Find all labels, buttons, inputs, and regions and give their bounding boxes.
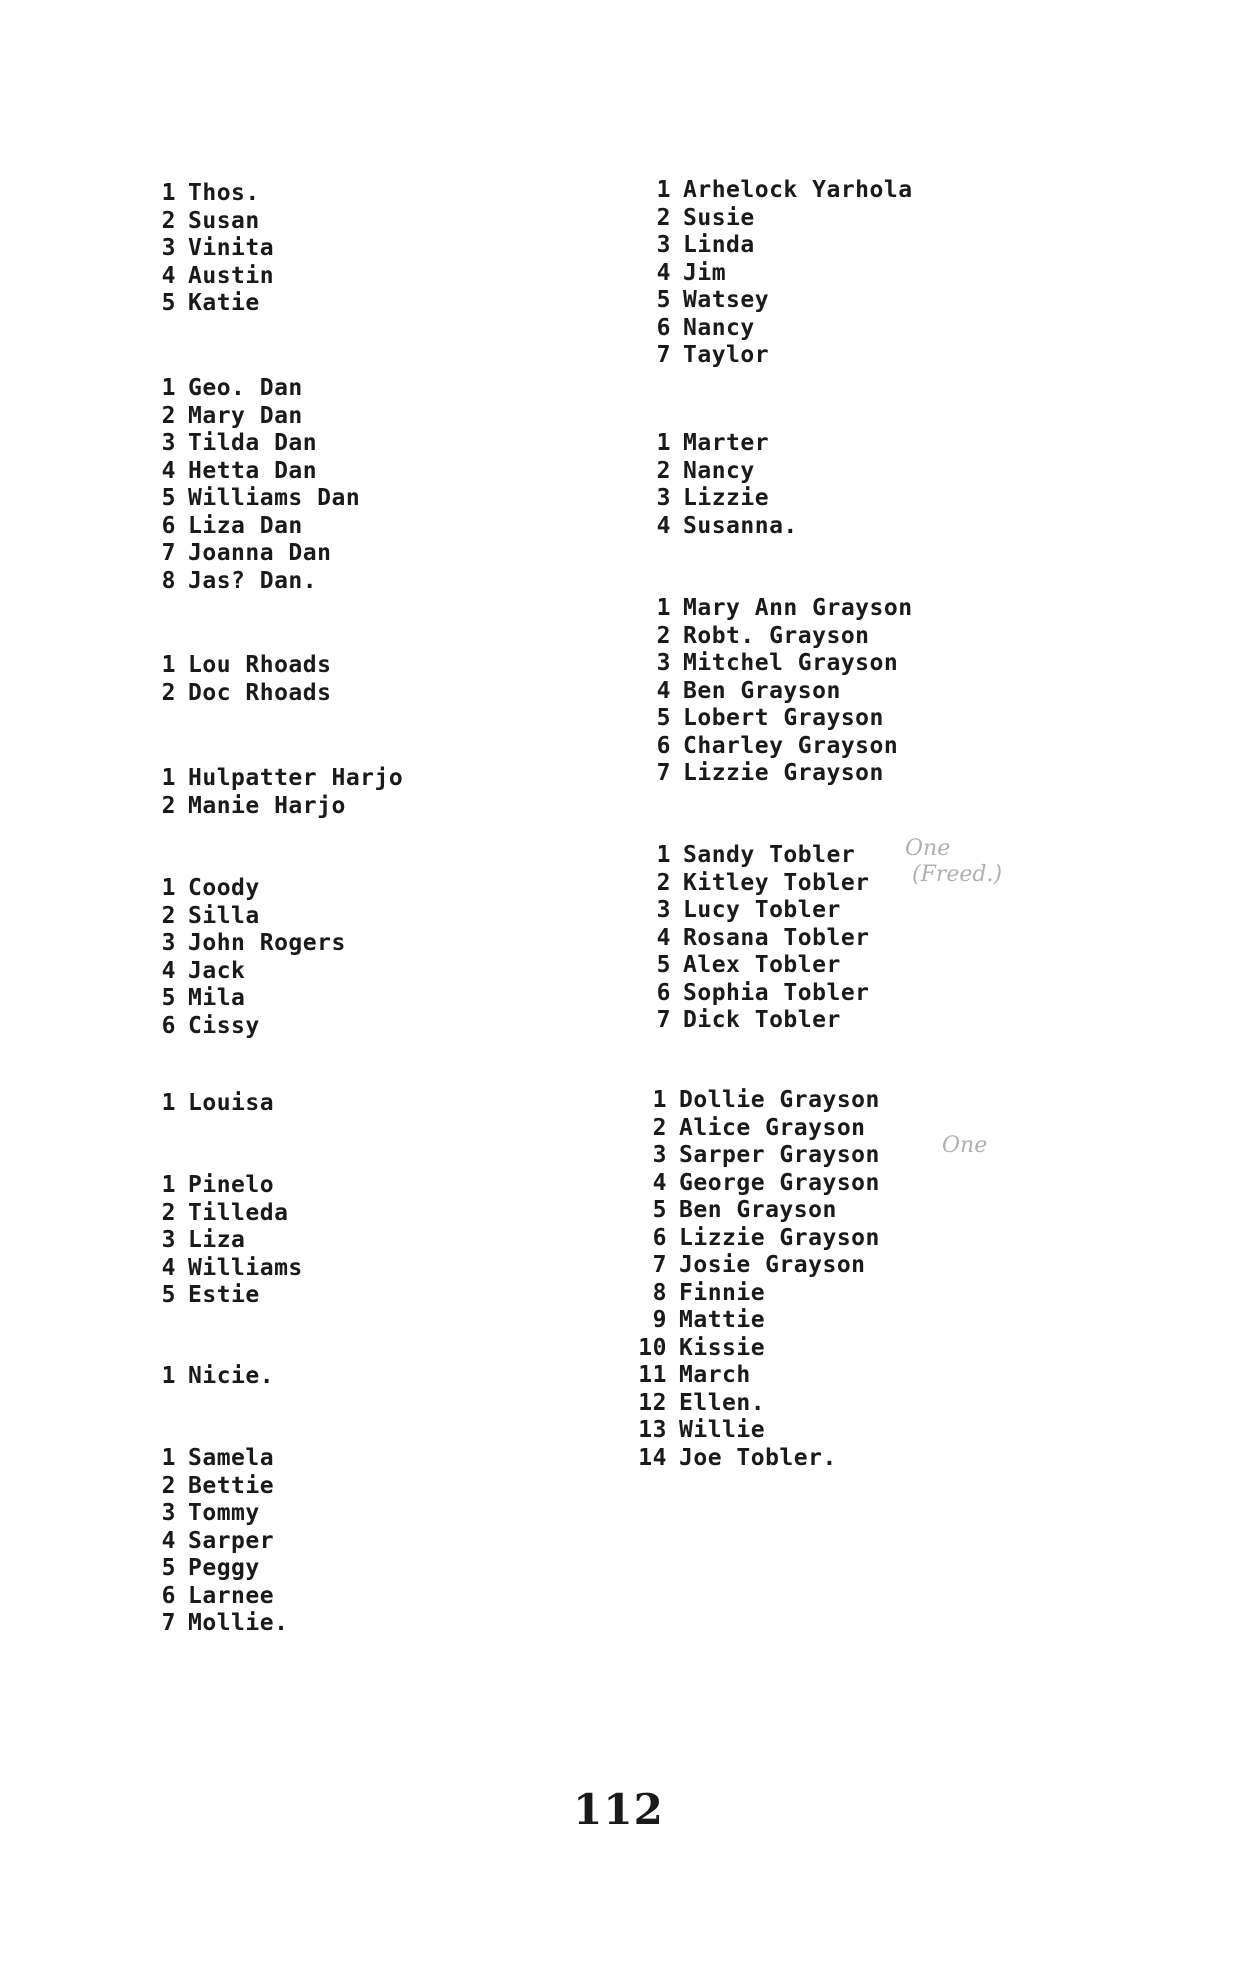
entry-name: Josie Grayson — [679, 1252, 866, 1278]
entry-name: Silla — [188, 902, 260, 929]
list-item — [160, 875, 346, 903]
entry-number: 1 — [656, 595, 671, 621]
entry-number: 2 — [161, 1199, 176, 1226]
family-group — [160, 1445, 288, 1638]
entry-name: Lizzie Grayson — [683, 760, 884, 786]
list-item — [655, 232, 913, 260]
entry-number: 3 — [161, 430, 176, 456]
list-item — [160, 985, 346, 1013]
entry-number: 6 — [652, 1224, 667, 1251]
entry-number: 7 — [656, 1007, 671, 1033]
list-item — [160, 403, 360, 431]
entry-number: 4 — [161, 1254, 176, 1281]
list-item — [160, 375, 360, 403]
list-item — [160, 1200, 303, 1228]
entry-number: 2 — [161, 402, 176, 429]
entry-number: 1 — [161, 375, 176, 401]
family-group — [160, 652, 331, 707]
entry-number: 10 — [638, 1334, 667, 1361]
list-item — [655, 485, 798, 513]
entry-name: Nancy — [683, 457, 755, 484]
list-item — [637, 1225, 880, 1253]
list-item — [637, 1087, 880, 1115]
entry-number: 9 — [652, 1307, 667, 1333]
list-item — [160, 513, 360, 541]
entry-number: 1 — [161, 1445, 176, 1471]
entry-name: Rosana Tobler — [683, 924, 870, 951]
entry-name: Mary Dan — [188, 402, 303, 429]
entry-number: 6 — [161, 1582, 176, 1609]
family-group — [655, 842, 870, 1035]
entry-number: 1 — [656, 177, 671, 203]
handwritten-note-kitley-tobler: (Freed.) — [912, 862, 1003, 887]
family-group — [160, 875, 346, 1040]
entry-number: 2 — [161, 902, 176, 929]
entry-number: 1 — [161, 765, 176, 791]
entry-name: Kitley Tobler — [683, 869, 870, 896]
family-group — [160, 375, 360, 595]
entry-name: Alex Tobler — [683, 952, 841, 978]
handwritten-note-sandy-tobler: One — [905, 836, 951, 861]
entry-number: 1 — [656, 430, 671, 456]
list-item — [160, 1528, 288, 1556]
entry-name: Lizzie Grayson — [679, 1224, 880, 1251]
entry-name: Lizzie — [683, 485, 770, 511]
entry-number: 1 — [652, 1087, 667, 1113]
list-item — [655, 205, 913, 233]
entry-number: 5 — [656, 952, 671, 978]
entry-name: Susie — [683, 204, 755, 231]
entry-name: Sarper Grayson — [679, 1142, 880, 1168]
list-item — [160, 680, 331, 708]
entry-number: 5 — [161, 1555, 176, 1581]
entry-name: Liza — [188, 1227, 246, 1253]
list-item — [637, 1115, 880, 1143]
list-item — [160, 485, 360, 513]
family-group — [160, 180, 274, 318]
entry-number: 4 — [656, 677, 671, 704]
list-item — [160, 1500, 288, 1528]
list-item — [655, 1007, 870, 1035]
entry-number: 4 — [161, 262, 176, 289]
list-item — [160, 1255, 303, 1283]
entry-number: 1 — [161, 1090, 176, 1116]
entry-name: Willie — [679, 1417, 766, 1443]
entry-number: 3 — [652, 1142, 667, 1168]
entry-number: 4 — [656, 924, 671, 951]
entry-name: John Rogers — [188, 930, 346, 956]
list-item — [655, 595, 913, 623]
entry-number: 5 — [161, 290, 176, 316]
entry-name: Sophia Tobler — [683, 979, 870, 1006]
list-item — [655, 458, 798, 486]
entry-name: Susan — [188, 207, 260, 234]
entry-number: 11 — [638, 1362, 667, 1388]
entry-number: 1 — [161, 652, 176, 678]
entry-name: Lou Rhoads — [188, 652, 332, 678]
list-item — [655, 952, 870, 980]
entry-name: Joe Tobler. — [679, 1444, 837, 1471]
entry-name: Mitchel Grayson — [683, 650, 899, 676]
entry-name: Charley Grayson — [683, 732, 899, 759]
list-item — [655, 177, 913, 205]
entry-number: 6 — [656, 979, 671, 1006]
entry-name: Manie Harjo — [188, 792, 346, 819]
entry-number: 12 — [638, 1389, 667, 1416]
list-item — [655, 870, 870, 898]
entry-name: Nicie. — [188, 1363, 275, 1389]
entry-number: 1 — [656, 842, 671, 868]
entry-name: Tilleda — [188, 1199, 289, 1226]
entry-number: 3 — [161, 1500, 176, 1526]
entry-name: Tilda Dan — [188, 430, 318, 456]
family-group — [637, 1087, 880, 1472]
list-item — [637, 1335, 880, 1363]
entry-number: 2 — [161, 792, 176, 819]
entry-number: 3 — [161, 1227, 176, 1253]
list-item — [160, 930, 346, 958]
entry-name: Joanna Dan — [188, 540, 332, 566]
entry-number: 13 — [638, 1417, 667, 1443]
entry-number: 6 — [656, 732, 671, 759]
entry-number: 4 — [656, 259, 671, 286]
list-item — [160, 1090, 274, 1118]
page-number: 112 — [573, 1785, 664, 1834]
entry-number: 2 — [656, 869, 671, 896]
entry-number: 3 — [161, 930, 176, 956]
entry-name: Louisa — [188, 1090, 275, 1116]
entry-name: Jas? Dan. — [188, 567, 318, 594]
entry-name: Geo. Dan — [188, 375, 303, 401]
entry-number: 7 — [656, 342, 671, 368]
entry-name: Peggy — [188, 1555, 260, 1581]
entry-number: 1 — [161, 180, 176, 206]
list-item — [637, 1417, 880, 1445]
entry-number: 2 — [656, 457, 671, 484]
entry-number: 2 — [656, 204, 671, 231]
list-item — [160, 1445, 288, 1473]
list-item — [655, 897, 870, 925]
list-item — [160, 1282, 303, 1310]
list-item — [160, 568, 360, 596]
entry-name: Mary Ann Grayson — [683, 595, 913, 621]
entry-name: Doc Rhoads — [188, 679, 332, 706]
entry-name: George Grayson — [679, 1169, 880, 1196]
list-item — [655, 260, 913, 288]
entry-number: 3 — [656, 485, 671, 511]
list-item — [160, 208, 274, 236]
list-item — [655, 842, 870, 870]
entry-name: Dick Tobler — [683, 1007, 841, 1033]
list-item — [160, 290, 274, 318]
entry-name: Hulpatter Harjo — [188, 765, 404, 791]
list-item — [160, 1473, 288, 1501]
entry-name: Jack — [188, 957, 246, 984]
list-item — [160, 430, 360, 458]
entry-name: Vinita — [188, 235, 275, 261]
list-item — [160, 540, 360, 568]
entry-name: Mattie — [679, 1307, 766, 1333]
entry-name: Samela — [188, 1445, 275, 1471]
list-item — [655, 980, 870, 1008]
family-group — [160, 1090, 274, 1118]
list-item — [655, 342, 913, 370]
list-item — [655, 287, 913, 315]
list-item — [160, 793, 403, 821]
entry-number: 1 — [161, 1363, 176, 1389]
entry-number: 3 — [656, 897, 671, 923]
list-item — [655, 733, 913, 761]
entry-name: Kissie — [679, 1334, 766, 1361]
entry-number: 2 — [161, 1472, 176, 1499]
entry-number: 8 — [652, 1279, 667, 1306]
entry-name: Coody — [188, 875, 260, 901]
list-item — [637, 1252, 880, 1280]
list-item — [160, 903, 346, 931]
entry-number: 4 — [652, 1169, 667, 1196]
list-item — [160, 1363, 274, 1391]
family-group — [160, 765, 403, 820]
list-item — [637, 1280, 880, 1308]
entry-name: Pinelo — [188, 1172, 275, 1198]
list-item — [655, 315, 913, 343]
entry-name: Lucy Tobler — [683, 897, 841, 923]
entry-name: Williams Dan — [188, 485, 361, 511]
entry-number: 7 — [652, 1252, 667, 1278]
list-item — [160, 1172, 303, 1200]
entry-number: 8 — [161, 567, 176, 594]
entry-name: Marter — [683, 430, 770, 456]
entry-name: Bettie — [188, 1472, 275, 1499]
entry-number: 7 — [656, 760, 671, 786]
entry-name: Tommy — [188, 1500, 260, 1526]
list-item — [160, 1555, 288, 1583]
handwritten-note-sarper-grayson: One — [942, 1133, 988, 1158]
entry-number: 5 — [652, 1197, 667, 1223]
entry-name: Robt. Grayson — [683, 622, 870, 649]
entry-name: Watsey — [683, 287, 770, 313]
entry-number: 1 — [161, 1172, 176, 1198]
entry-number: 2 — [161, 207, 176, 234]
entry-name: Finnie — [679, 1279, 766, 1306]
entry-name: Cissy — [188, 1012, 260, 1039]
list-item — [655, 650, 913, 678]
entry-number: 1 — [161, 875, 176, 901]
entry-number: 3 — [656, 232, 671, 258]
family-group — [655, 595, 913, 788]
entry-number: 5 — [656, 705, 671, 731]
list-item — [160, 180, 274, 208]
entry-name: Taylor — [683, 342, 770, 368]
list-item — [655, 925, 870, 953]
entry-name: Dollie Grayson — [679, 1087, 880, 1113]
entry-number: 2 — [161, 679, 176, 706]
list-item — [655, 678, 913, 706]
entry-name: Linda — [683, 232, 755, 258]
entry-name: Susanna. — [683, 512, 798, 539]
list-item — [160, 1610, 288, 1638]
entry-name: Austin — [188, 262, 275, 289]
list-item — [655, 623, 913, 651]
list-item — [655, 705, 913, 733]
entry-number: 6 — [161, 512, 176, 539]
family-group — [655, 430, 798, 540]
list-item — [160, 1583, 288, 1611]
entry-name: Ben Grayson — [683, 677, 841, 704]
entry-number: 6 — [656, 314, 671, 341]
list-item — [655, 430, 798, 458]
list-item — [637, 1445, 880, 1473]
entry-name: Williams — [188, 1254, 303, 1281]
entry-name: Larnee — [188, 1582, 275, 1609]
entry-number: 3 — [161, 235, 176, 261]
entry-name: Hetta Dan — [188, 457, 318, 484]
list-item — [160, 765, 403, 793]
entry-name: Liza Dan — [188, 512, 303, 539]
entry-number: 5 — [161, 985, 176, 1011]
list-item — [160, 235, 274, 263]
entry-name: Ben Grayson — [679, 1197, 837, 1223]
entry-number: 5 — [656, 287, 671, 313]
entry-name: Nancy — [683, 314, 755, 341]
entry-number: 6 — [161, 1012, 176, 1039]
entry-number: 7 — [161, 540, 176, 566]
family-group — [160, 1172, 303, 1310]
list-item — [637, 1390, 880, 1418]
entry-name: Alice Grayson — [679, 1114, 866, 1141]
entry-name: Mila — [188, 985, 246, 1011]
entry-name: Thos. — [188, 180, 260, 206]
list-item — [637, 1307, 880, 1335]
entry-number: 5 — [161, 1282, 176, 1308]
entry-number: 4 — [656, 512, 671, 539]
entry-name: March — [679, 1362, 751, 1388]
list-item — [637, 1142, 880, 1170]
list-item — [160, 1227, 303, 1255]
entry-name: Jim — [683, 259, 727, 286]
entry-number: 4 — [161, 1527, 176, 1554]
entry-number: 5 — [161, 485, 176, 511]
list-item — [160, 263, 274, 291]
list-item — [637, 1197, 880, 1225]
entry-name: Sandy Tobler — [683, 842, 856, 868]
list-item — [655, 513, 798, 541]
entry-name: Lobert Grayson — [683, 705, 884, 731]
list-item — [160, 1013, 346, 1041]
entry-name: Mollie. — [188, 1610, 289, 1636]
list-item — [160, 652, 331, 680]
entry-name: Ellen. — [679, 1389, 766, 1416]
family-group — [655, 177, 913, 370]
family-group — [160, 1363, 274, 1391]
entry-number: 2 — [652, 1114, 667, 1141]
entry-number: 2 — [656, 622, 671, 649]
list-item — [160, 458, 360, 486]
entry-name: Arhelock Yarhola — [683, 177, 913, 203]
list-item — [160, 958, 346, 986]
list-item — [655, 760, 913, 788]
entry-number: 7 — [161, 1610, 176, 1636]
entry-number: 4 — [161, 457, 176, 484]
entry-number: 14 — [638, 1444, 667, 1471]
entry-number: 4 — [161, 957, 176, 984]
entry-name: Katie — [188, 290, 260, 316]
list-item — [637, 1362, 880, 1390]
entry-name: Sarper — [188, 1527, 275, 1554]
entry-name: Estie — [188, 1282, 260, 1308]
list-item — [637, 1170, 880, 1198]
entry-number: 3 — [656, 650, 671, 676]
